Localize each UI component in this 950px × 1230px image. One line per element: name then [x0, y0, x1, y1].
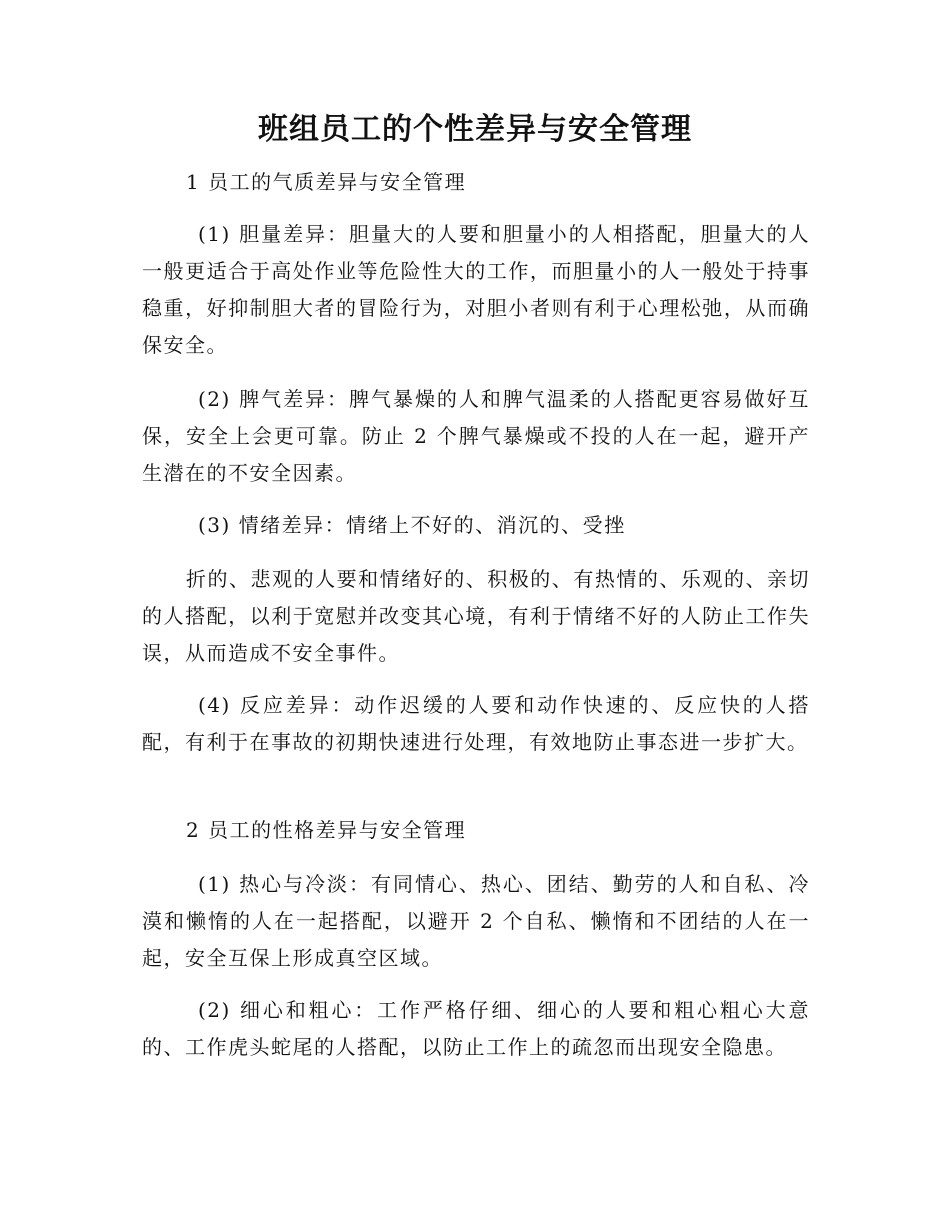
section-1-paragraph-2: (2) 脾气差异：脾气暴燥的人和脾气温柔的人搭配更容易做好互保，安全上会更可靠。防止 2 个脾气暴燥或不投的人在一起，避开产生潜在的不安全因素。: [142, 387, 810, 485]
section-2-paragraph-1: (1) 热心与冷淡：有同情心、热心、团结、勤劳的人和自私、冷漠和懒惰的人在一起搭配，以避开 2 个自私、懒惰和不团结的人在一起，安全互保上形成真空区域。: [142, 872, 810, 970]
section-1-paragraph-3: (3) 情绪差异：情绪上不好的、消沉的、受挫: [198, 513, 626, 537]
section-2-heading: 2 员工的性格差异与安全管理: [186, 818, 467, 842]
section-1-heading: 1 员工的气质差异与安全管理: [186, 170, 467, 194]
section-1-paragraph-4: 折的、悲观的人要和情绪好的、积极的、有热情的、乐观的、亲切的人搭配，以利于宽慰并改变其心境，有利于情绪不好的人防止工作失误，从而造成不安全事件。: [142, 567, 810, 665]
section-1-paragraph-1: (1) 胆量差异：胆量大的人要和胆量小的人相搭配，胆量大的人一般更适合于高处作业等危险性大的工作，而胆量小的人一般处于持事稳重，好抑制胆大者的冒险行为，对胆小者则有利于心理松弛，从而确保安全。: [142, 222, 810, 357]
section-2-paragraph-2: (2) 细心和粗心：工作严格仔细、细心的人要和粗心粗心大意的、工作虎头蛇尾的人搭配，以防止工作上的疏忽而出现安全隐患。: [142, 998, 810, 1059]
section-1-paragraph-5: (4) 反应差异：动作迟缓的人要和动作快速的、反应快的人搭配，有利于在事故的初期快速进行处理，有效地防止事态进一步扩大。: [142, 693, 810, 754]
document-title: 班组员工的个性差异与安全管理: [258, 112, 692, 147]
